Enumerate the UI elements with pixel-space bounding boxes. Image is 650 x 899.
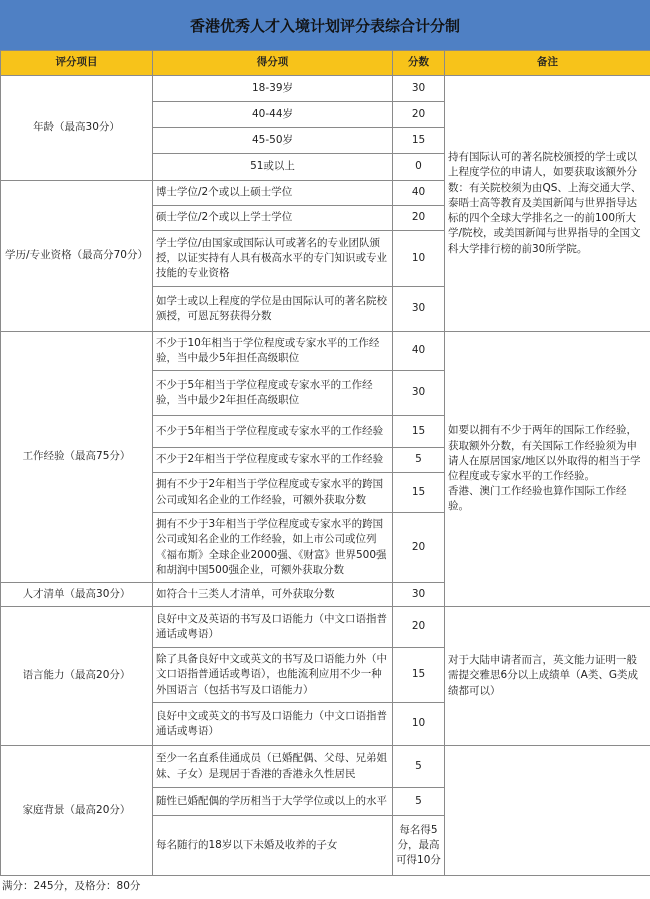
score-table: [0, 50, 650, 876]
score-cell: 10: [393, 231, 445, 287]
score-cell: 5: [393, 746, 445, 788]
item-cell: 至少一名直系佳通成员（已婚配偶、父母、兄弟姐妹、子女）是现居于香港的香港永久性居民: [153, 746, 393, 788]
category-work: 工作经验（最高75分）: [1, 332, 153, 583]
item-cell: 40-44岁: [153, 102, 393, 128]
score-cell: 30: [393, 287, 445, 332]
table-row: [1, 76, 650, 102]
item-cell: 不少于5年相当于学位程度或专家水平的工作经验，当中最少2年担任高级职位: [153, 371, 393, 416]
note-language: 对于大陆申请者而言，英文能力证明一般需提交雅思6分以上成绩单（A类、G类成绩都可以）: [445, 607, 650, 746]
category-education: 学历/专业资格（最高分70分）: [1, 181, 153, 332]
item-cell: 51或以上: [153, 154, 393, 181]
item-cell: 良好中文及英语的书写及口语能力（中文口语指普通话或粤语）: [153, 607, 393, 648]
header-item: 得分项: [153, 51, 393, 76]
table-row: [1, 746, 650, 788]
score-cell: 20: [393, 607, 445, 648]
score-cell: 15: [393, 473, 445, 513]
item-cell: 学士学位/由国家或国际认可或著名的专业团队颁授，以证实持有人具有极高水平的专门知识或专业技能的专业资格: [153, 231, 393, 287]
footer-total: 满分：245分，及格分：80分: [2, 880, 141, 892]
item-cell: 随性已婚配偶的学历相当于大学学位或以上的水平: [153, 788, 393, 816]
category-family: 家庭背景（最高20分）: [1, 746, 153, 876]
score-cell: 10: [393, 703, 445, 746]
score-cell: 30: [393, 583, 445, 607]
score-cell: 0: [393, 154, 445, 181]
item-cell: 良好中文或英文的书写及口语能力（中文口语指普通话或粤语）: [153, 703, 393, 746]
note-education: 持有国际认可的著名院校颁授的学士或以上程度学位的申请人，如要获取该额外分数：有关院校须为由QS、上海交通大学、泰晤士高等教育及美国新闻与世界指导达标的四个全球大学排名之一的前100所大学/院校，或美国新闻与世界指导的全国文科大学排行榜的前30所学院。: [445, 76, 650, 332]
item-cell: 不少于10年相当于学位程度或专家水平的工作经验，当中最少5年担任高级职位: [153, 332, 393, 371]
item-cell: 不少于2年相当于学位程度或专家水平的工作经验: [153, 448, 393, 473]
score-cell: 每名得5分，最高可得10分: [393, 816, 445, 876]
item-cell: 45-50岁: [153, 128, 393, 154]
score-cell: 20: [393, 102, 445, 128]
item-cell: 拥有不少于3年相当于学位程度或专家水平的跨国公司或知名企业的工作经验，如上市公司或位列《福布斯》全球企业2000强、《财富》世界500强和胡润中国500强企业，可额外获取分数: [153, 513, 393, 583]
score-cell: 30: [393, 371, 445, 416]
score-cell: 5: [393, 788, 445, 816]
score-cell: 15: [393, 416, 445, 448]
header-score: 分数: [393, 51, 445, 76]
score-cell: 40: [393, 332, 445, 371]
score-cell: 5: [393, 448, 445, 473]
note-work: 如要以拥有不少于两年的国际工作经验，获取额外分数，有关国际工作经验须为申请人在原居国家/地区以外取得的相当于学位程度或专家水平的工作经验。 香港、澳门工作经验也算作国际工作经验。: [445, 332, 650, 607]
item-cell: 除了具备良好中文或英文的书写及口语能力外（中文口语指普通话或粤语），也能流利应用不少一种外国语言（包括书写及口语能力）: [153, 648, 393, 703]
page-title: 香港优秀人才入境计划评分表综合计分制: [0, 0, 650, 50]
header-row: [1, 51, 650, 76]
category-language: 语言能力（最高20分）: [1, 607, 153, 746]
score-cell: 30: [393, 76, 445, 102]
item-cell: 18-39岁: [153, 76, 393, 102]
item-cell: 博士学位/2个或以上硕士学位: [153, 181, 393, 206]
table-row: [1, 332, 650, 371]
score-cell: 40: [393, 181, 445, 206]
score-cell: 20: [393, 206, 445, 231]
note-family: [445, 746, 650, 876]
item-cell: 硕士学位/2个或以上学士学位: [153, 206, 393, 231]
category-talent: 人才清单（最高30分）: [1, 583, 153, 607]
item-cell: 如学士或以上程度的学位是由国际认可的著名院校颁授，可恩瓦努获得分数: [153, 287, 393, 332]
item-cell: 每名随行的18岁以下未婚及收养的子女: [153, 816, 393, 876]
score-cell: 15: [393, 648, 445, 703]
score-cell: 20: [393, 513, 445, 583]
item-cell: 拥有不少于2年相当于学位程度或专家水平的跨国公司或知名企业的工作经验，可额外获取分数: [153, 473, 393, 513]
score-cell: 15: [393, 128, 445, 154]
header-category: 评分项目: [1, 51, 153, 76]
item-cell: 如符合十三类人才清单，可外获取分数: [153, 583, 393, 607]
category-age: 年龄（最高30分）: [1, 76, 153, 181]
table-row: [1, 607, 650, 648]
header-note: 备注: [445, 51, 650, 76]
item-cell: 不少于5年相当于学位程度或专家水平的工作经验: [153, 416, 393, 448]
